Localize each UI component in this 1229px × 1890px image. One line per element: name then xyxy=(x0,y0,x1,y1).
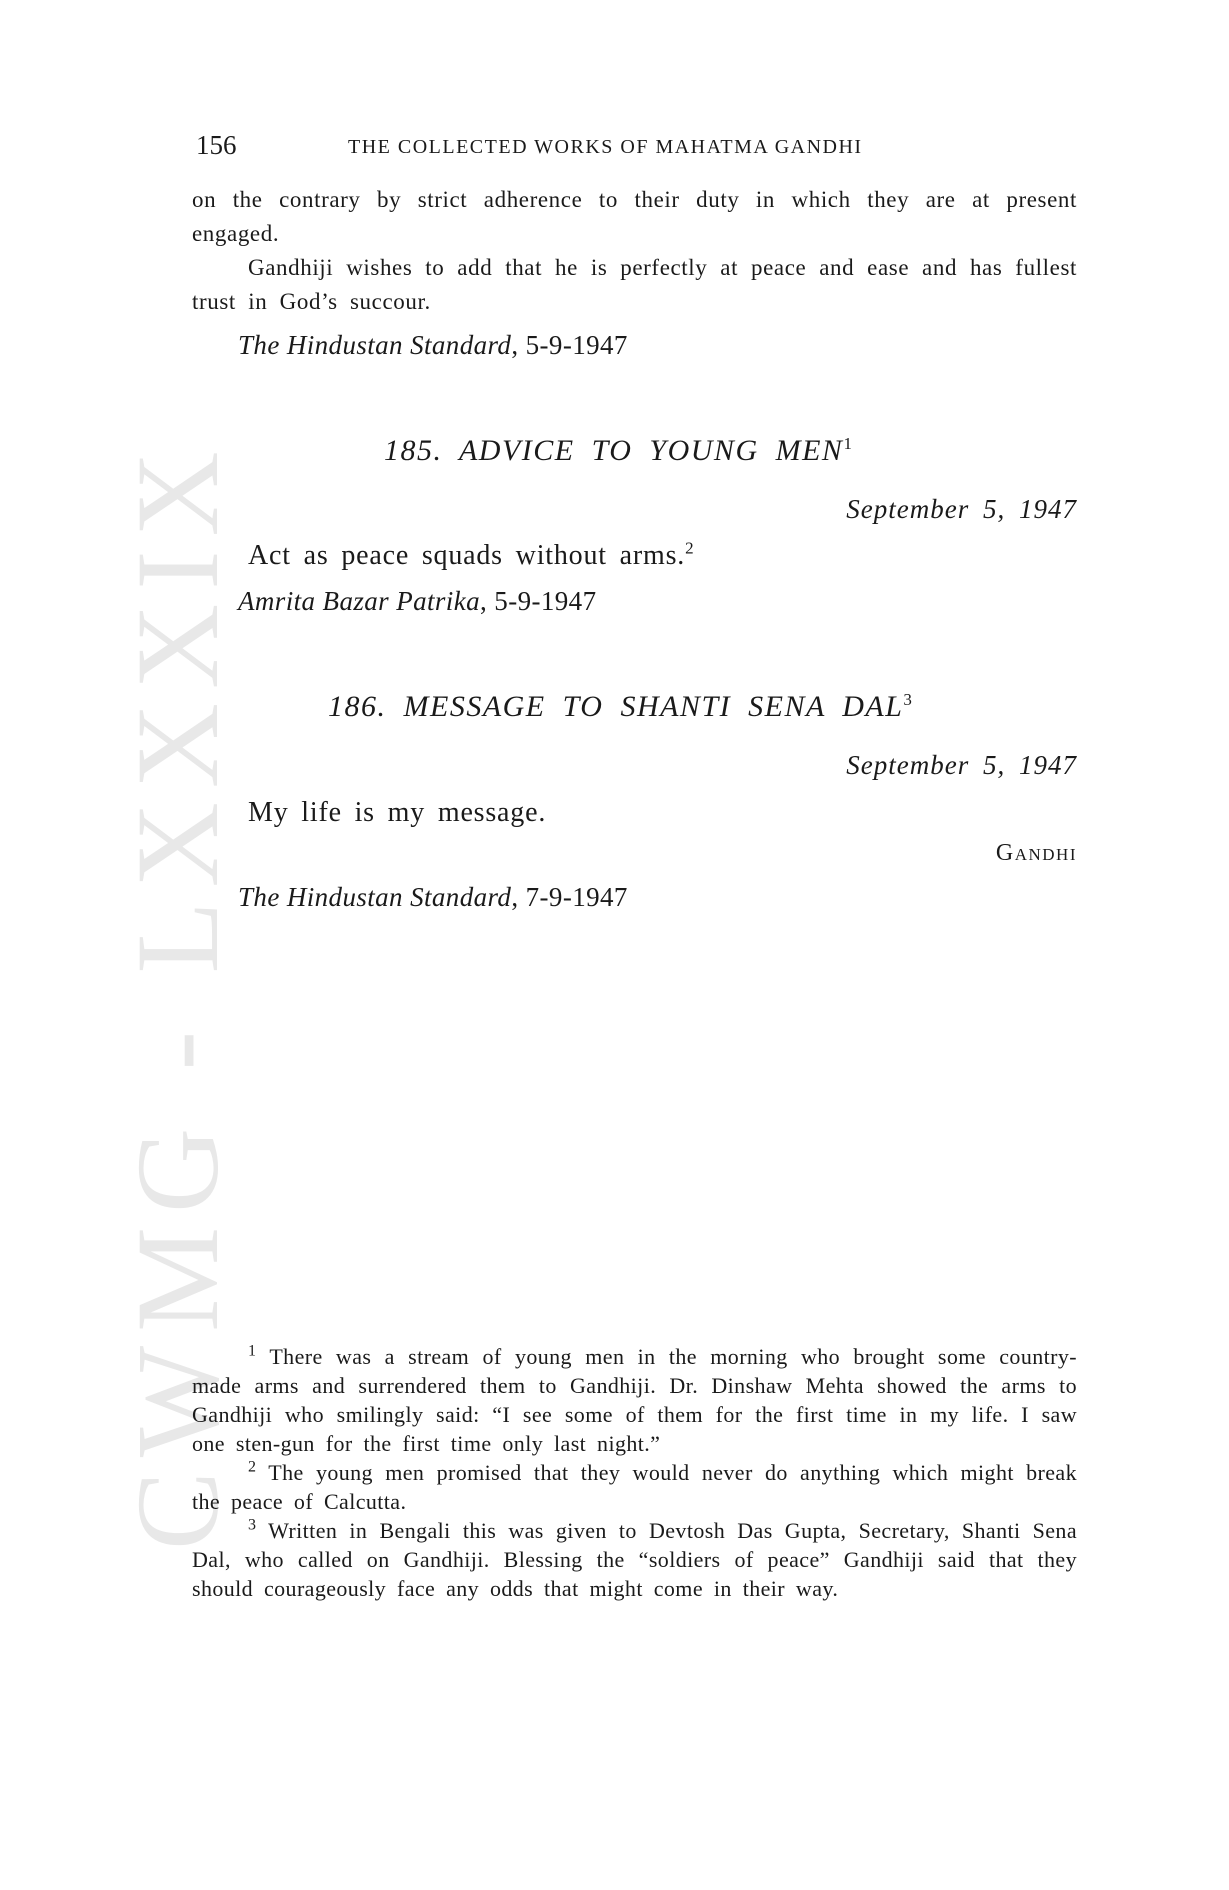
footnote-mark: 1 xyxy=(248,1342,257,1360)
footnote-3 xyxy=(192,1516,1077,1603)
footnote-text: The young men promised that they would never do anything which might break the peace of Calcutta. xyxy=(192,1460,1077,1514)
footnote-text: There was a stream of young men in the morning who brought some country-made arms and surrendered them to Gandhiji. Dr. Dinshaw Mehta showed the arms to Gandhiji who smilingly said: “I see some of them for the first time in my life. I saw one sten-gun for the first time only last night.” xyxy=(192,1344,1077,1456)
continuation-paragraph: on the contrary by strict adherence to their duty in which they are at present engaged. xyxy=(192,187,1077,246)
source-title: The Hindustan Standard xyxy=(238,882,512,912)
item-186-date: September 5, 1947 xyxy=(846,750,1077,780)
source-date: , 7-9-1947 xyxy=(511,882,628,912)
footnote-ref: 3 xyxy=(903,690,914,709)
continuation-paragraph-2: Gandhiji wishes to add that he is perfectly at peace and ease and has fullest trust in God’s succour. xyxy=(192,255,1077,314)
footnote-mark: 2 xyxy=(248,1458,257,1476)
page-number: 156 xyxy=(196,130,237,160)
item-number: 185. xyxy=(384,434,443,467)
item-185-source xyxy=(238,586,596,617)
body-text: Act as peace squads without arms. xyxy=(248,540,686,571)
item-title: MESSAGE TO SHANTI SENA DAL xyxy=(403,690,904,723)
source-citation xyxy=(238,330,628,361)
footnote-text: Written in Bengali this was given to Devtosh Das Gupta, Secretary, Shanti Sena Dal, who called on Gandhiji. Blessing the “soldiers of peace” Gandhiji said that they should courageously face any odds that might come in their way. xyxy=(192,1518,1077,1601)
signature: Gandhi xyxy=(995,840,1077,866)
item-185-date: September 5, 1947 xyxy=(846,494,1077,524)
running-title: THE COLLECTED WORKS OF MAHATMA GANDHI xyxy=(348,136,863,158)
footnote-mark: 3 xyxy=(248,1516,257,1534)
item-number: 186. xyxy=(328,690,387,723)
item-186-body: My life is my message. xyxy=(248,797,547,828)
footnote-ref: 1 xyxy=(843,434,854,453)
footnote-1 xyxy=(192,1342,1077,1458)
source-title: Amrita Bazar Patrika xyxy=(238,586,480,616)
item-title: ADVICE TO YOUNG MEN xyxy=(458,434,844,467)
watermark: CWMG - LXXXIX xyxy=(112,437,243,1550)
footnote-2 xyxy=(192,1458,1077,1516)
footnote-ref: 2 xyxy=(685,538,695,558)
item-185-heading xyxy=(384,434,853,468)
item-186-heading xyxy=(328,690,913,724)
item-185-body xyxy=(248,540,694,572)
item-186-source xyxy=(238,882,628,913)
source-date: , 5-9-1947 xyxy=(511,330,628,360)
source-title: The Hindustan Standard xyxy=(238,330,512,360)
source-date: , 5-9-1947 xyxy=(480,586,597,616)
